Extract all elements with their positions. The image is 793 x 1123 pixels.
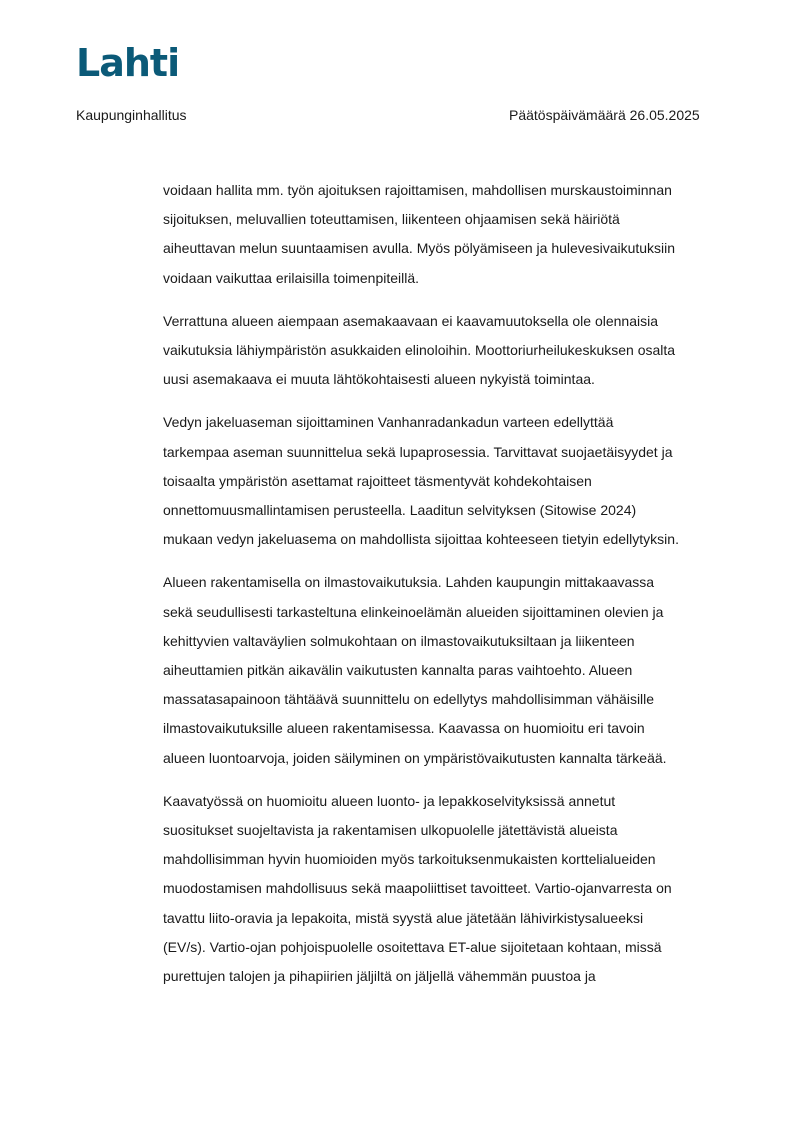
text-line: alueen luontoarvoja, joiden säilyminen on ympäristövaikutusten kannalta tärkeää. [163, 749, 667, 766]
text-line: aiheuttamien pitkän aikavälin vaikutusten kannalta paras vaihtoehto. Alueen [163, 662, 633, 679]
text-line: ilmastovaikutuksille alueen rakentamisessa. Kaavassa on huomioitu eri tavoin [163, 720, 645, 737]
text-line: Alueen rakentamisella on ilmastovaikutuksia. Lahden kaupungin mittakaavassa [163, 574, 655, 591]
text-line: suositukset suojeltavista ja rakentamisen ulkopuolelle jätettävistä alueista [163, 822, 618, 839]
text-line: tarkempaa aseman suunnittelua sekä lupaprosessia. Tarvittavat suojaetäisyydet ja [163, 443, 673, 460]
text-line: vaikutuksia lähiympäristön asukkaiden elinoloihin. Moottoriurheilukeskuksen osalta [163, 342, 676, 359]
text-line: muodostamisen mahdollisuus sekä maapoliittiset tavoitteet. Vartio-ojanvarresta on [163, 880, 672, 897]
document-body [163, 176, 723, 1005]
text-line: Vedyn jakeluaseman sijoittaminen Vanhanradankadun varteen edellyttää [163, 414, 614, 431]
text-line: sijoituksen, meluvallien toteuttamisen, liikenteen ohjaamisen sekä häiriötä [163, 211, 620, 228]
organization-name: Kaupunginhallitus [76, 107, 187, 123]
paragraph [163, 408, 723, 554]
text-line: toisaalta ympäristön asettamat rajoitteet täsmentyvät kohdekohtaisen [163, 472, 592, 489]
decision-date: Päätöspäivämäärä 26.05.2025 [509, 107, 700, 123]
paragraph [163, 176, 723, 293]
text-line: voidaan vaikuttaa erilaisilla toimenpiteillä. [163, 269, 420, 286]
text-line: voidaan hallita mm. työn ajoituksen rajoittamisen, mahdollisen murskaustoiminnan [163, 182, 672, 198]
text-line: purettujen talojen ja pihapiirien jäljiltä on jäljellä vähemmän puustoa ja [163, 968, 596, 985]
lahti-logo: Lahti [76, 41, 180, 85]
text-line: aiheuttavan melun suuntaamisen avulla. Myös pölyämiseen ja hulevesivaikutuksiin [163, 240, 676, 257]
text-line: mukaan vedyn jakeluasema on mahdollista sijoittaa kohteeseen tietyin edellytyksin. [163, 531, 679, 548]
paragraph [163, 787, 723, 991]
text-line: Verrattuna alueen aiempaan asemakaavaan ei kaavamuutoksella ole olennaisia [163, 312, 658, 329]
text-line: onnettomuusmallintamisen perusteella. Laaditun selvityksen (Sitowise 2024) [163, 502, 637, 519]
text-line: uusi asemakaava ei muuta lähtökohtaisesti alueen nykyistä toimintaa. [163, 371, 595, 388]
text-line: kehittyvien valtaväylien solmukohtaan on ilmastovaikutuksiltaan ja liikenteen [163, 632, 635, 649]
paragraph [163, 307, 723, 395]
text-line: massatasapainoon tähtäävä suunnittelu on edellytys mahdollisimman vähäisille [163, 691, 655, 708]
text-line: (EV/s). Vartio-ojan pohjoispuolelle osoitettava ET-alue sijoitetaan kohtaan, missä [163, 938, 662, 955]
text-line: sekä seudullisesti tarkasteltuna elinkeinoelämän alueiden sijoittaminen olevien ja [163, 603, 664, 620]
paragraph [163, 568, 723, 772]
text-line: mahdollisimman hyvin huomioiden myös tarkoituksenmukaisten korttelialueiden [163, 851, 656, 868]
text-line: Kaavatyössä on huomioitu alueen luonto- ja lepakkoselvityksissä annetut [163, 792, 616, 809]
text-line: tavattu liito-oravia ja lepakoita, mistä syystä alue jätetään lähivirkistysalueeksi [163, 909, 644, 926]
